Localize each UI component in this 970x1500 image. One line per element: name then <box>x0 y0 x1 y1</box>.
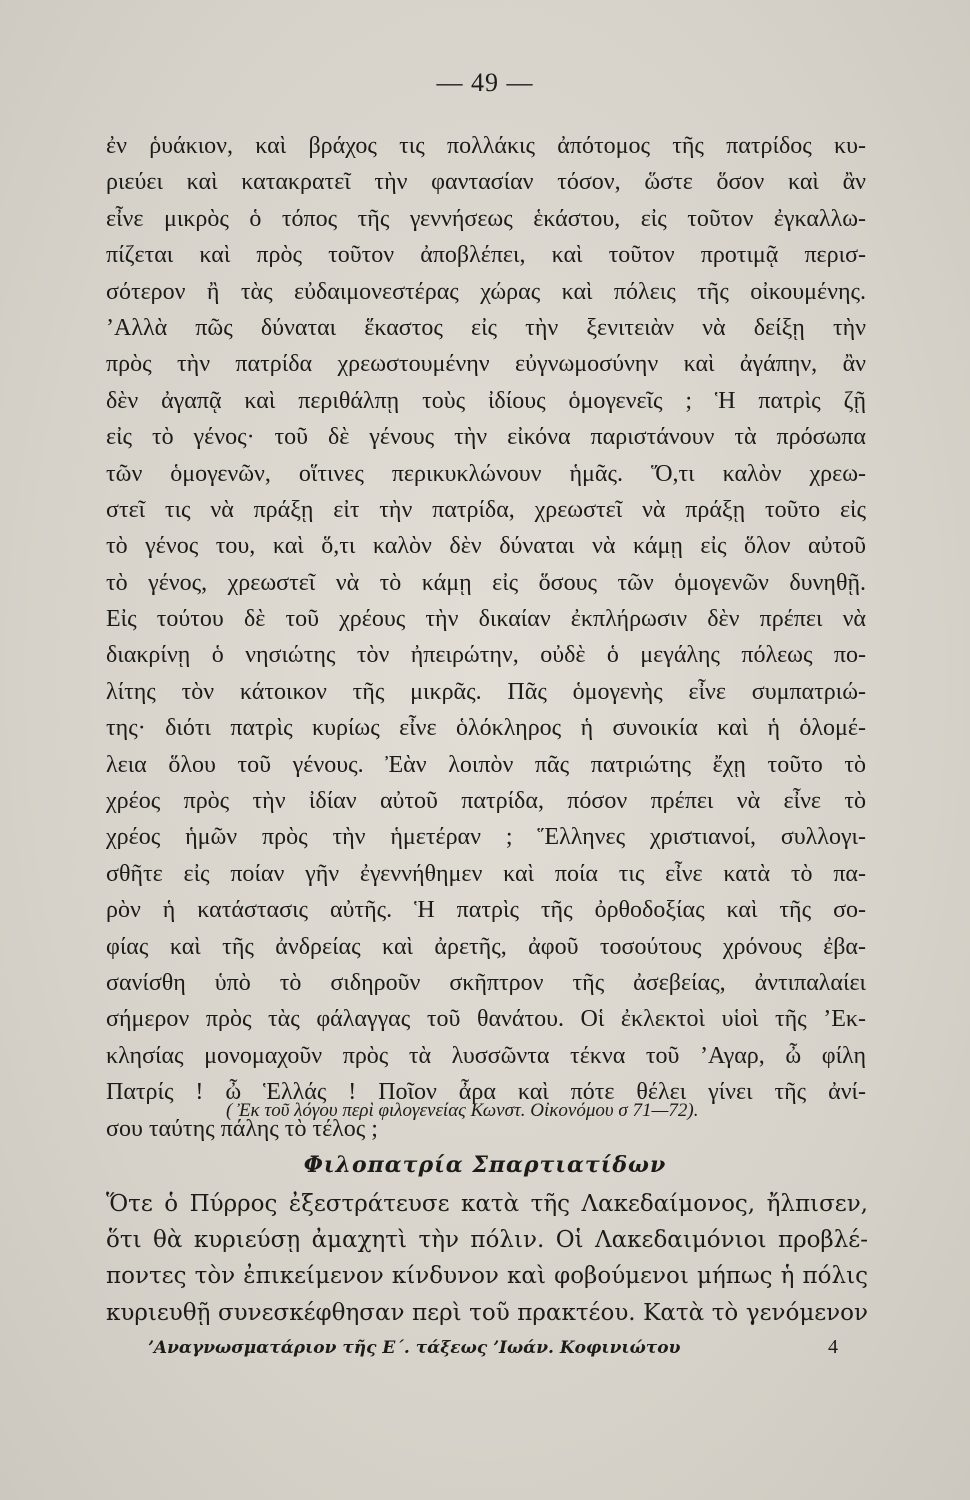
text-line: δὲν ἀγαπᾷ καὶ περιθάλπῃ τοὺς ἰδίους ὁμογενεῖς ; Ἡ πατρὶς ζῇ <box>106 387 866 414</box>
text-line: φίας καὶ τῆς ἀνδρείας καὶ ἀρετῆς, ἀφοῦ τοσούτους χρόνους ἐβα- <box>106 933 866 960</box>
page-footer <box>148 1336 838 1359</box>
text-line: σότερον ἢ τὰς εὐδαιμονεστέρας χώρας καὶ πόλεις τῆς οἰκουμένης. <box>106 278 866 305</box>
text-line: Ὅτε ὁ Πύρρος ἐξεστράτευσε κατὰ τῆς Λακεδαίμονος, ἤλπισεν, <box>106 1191 868 1217</box>
text-line: Εἰς τούτου δὲ τοῦ χρέους τὴν δικαίαν ἐκπλήρωσιν δὲν πρέπει νὰ <box>106 606 866 633</box>
text-line: λίτης τὸν κάτοικον τῆς μικρᾶς. Πᾶς ὁμογενὴς εἶνε συμπατριώ- <box>106 678 866 705</box>
text-line: χρέος ἡμῶν πρὸς τὴν ἡμετέραν ; Ἕλληνες χριστιανοί, συλλογι- <box>106 824 866 851</box>
text-line: της· διότι πατρὶς κυρίως εἶνε ὁλόκληρος ἡ συνοικία καὶ ἡ ὁλομέ- <box>106 715 866 742</box>
text-line: ἐν ῥυάκιον, καὶ βράχος τις πολλάκις ἀπότομος τῆς πατρίδος κυ- <box>106 133 866 159</box>
text-line: τὸ γένος, χρεωστεῖ νὰ τὸ κάμῃ εἰς ὅσους τῶν ὁμογενῶν δυνηθῇ. <box>106 569 866 596</box>
text-line: ποντες τὸν ἐπικείμενον κίνδυνον καὶ φοβούμενοι μήπως ἡ πόλις <box>106 1263 868 1290</box>
page-number: — 49 — <box>436 68 534 97</box>
text-line: διακρίνῃ ὁ νησιώτης τὸν ἠπειρώτην, οὐδὲ ὁ μεγάλης πόλεως πο- <box>106 642 866 669</box>
text-line: σου ταύτης πάλης τὸ τέλος ; <box>106 1115 378 1142</box>
text-line: σθῆτε εἰς ποίαν γῆν ἐγεννήθημεν καὶ ποία τις εἶνε κατὰ τὸ πα- <box>106 860 866 887</box>
signature-mark: 4 <box>828 1336 838 1358</box>
text-line: σανίσθη ὑπὸ τὸ σιδηροῦν σκῆπτρον τῆς ἀσεβείας, ἀντιπαλαίει <box>106 969 866 996</box>
text-line: εἰς τὸ γένος· τοῦ δὲ γένους τὴν εἰκόνα παριστάνουν τὰ πρόσωπα <box>106 424 866 451</box>
source-citation: ( Ἐκ τοῦ λόγου περὶ φιλογενείας Κωνστ. Οἰκονόμου σ 71—72). <box>226 1100 699 1121</box>
text-line: ʼΑλλὰ πῶς δύναται ἕκαστος εἰς τὴν ξενιτειὰν νὰ δείξῃ τὴν <box>106 314 866 341</box>
text-line: κυριευθῇ συνεσκέφθησαν περὶ τοῦ πρακτέου. Κατὰ τὸ γενόμενον <box>106 1299 868 1326</box>
text-line: εἶνε μικρὸς ὁ τόπος τῆς γεννήσεως ἑκάστου, εἰς τοῦτον ἐγκαλλω- <box>106 205 866 232</box>
footer-book-title: ʼΑναγνωσματάριον τῆς Ε΄. τάξεως ʼΙωάν. Κοφινιώτου <box>148 1338 681 1358</box>
section-text <box>106 1186 868 1331</box>
text-line: κλησίας μονομαχοῦν πρὸς τὰ λυσσῶντα τέκνα τοῦ ʼΑγαρ, ὦ φίλη <box>106 1042 866 1069</box>
text-line: ὅτι θὰ κυριεύσῃ ἀμαχητὶ τὴν πόλιν. Οἱ Λακεδαιμόνιοι προβλέ- <box>106 1227 868 1254</box>
text-line: χρέος πρὸς τὴν ἰδίαν αὐτοῦ πατρίδα, πόσον πρέπει νὰ εἶνε τὸ <box>106 788 866 815</box>
text-line: λεια ὅλου τοῦ γένους. Ἐὰν λοιπὸν πᾶς πατριώτης ἔχῃ τοῦτο τὸ <box>106 751 866 778</box>
text-line: σήμερον πρὸς τὰς φάλαγγας τοῦ θανάτου. Οἱ ἐκλεκτοὶ υἱοὶ τῆς ʼΕκ- <box>106 1006 866 1033</box>
text-line: Πατρίς ! ὦ Ἑλλάς ! Ποῖον ἆρα καὶ πότε θέλει γίνει τῆς ἀνί- <box>106 1079 866 1106</box>
body-text <box>106 128 866 1147</box>
text-line: ρὸν ἡ κατάστασις αὐτῆς. Ἡ πατρὶς τῆς ὀρθοδοξίας καὶ τῆς σο- <box>106 897 866 924</box>
section-heading: Φιλοπατρία Σπαρτιατίδων <box>303 1152 667 1178</box>
text-line: τὸ γένος του, καὶ ὅ,τι καλὸν δὲν δύναται νὰ κάμῃ εἰς ὅλον αὐτοῦ <box>106 533 866 560</box>
text-line: πίζεται καὶ πρὸς τοῦτον ἀποβλέπει, καὶ τοῦτον προτιμᾷ περισ- <box>106 242 866 269</box>
text-line: στεῖ τις νὰ πράξῃ εἰτ τὴν πατρίδα, χρεωστεῖ νὰ πράξῃ τοῦτο εἰς <box>106 496 866 523</box>
text-line: ριεύει καὶ κατακρατεῖ τὴν φαντασίαν τόσον, ὥστε ὅσον καὶ ἂν <box>106 169 866 196</box>
text-line: τῶν ὁμογενῶν, οἵτινες περικυκλώνουν ἡμᾶς. Ὅ,τι καλὸν χρεω- <box>106 460 866 487</box>
text-line: πρὸς τὴν πατρίδα χρεωστουμένην εὐγνωμοσύνην καὶ ἀγάπην, ἂν <box>106 351 866 378</box>
